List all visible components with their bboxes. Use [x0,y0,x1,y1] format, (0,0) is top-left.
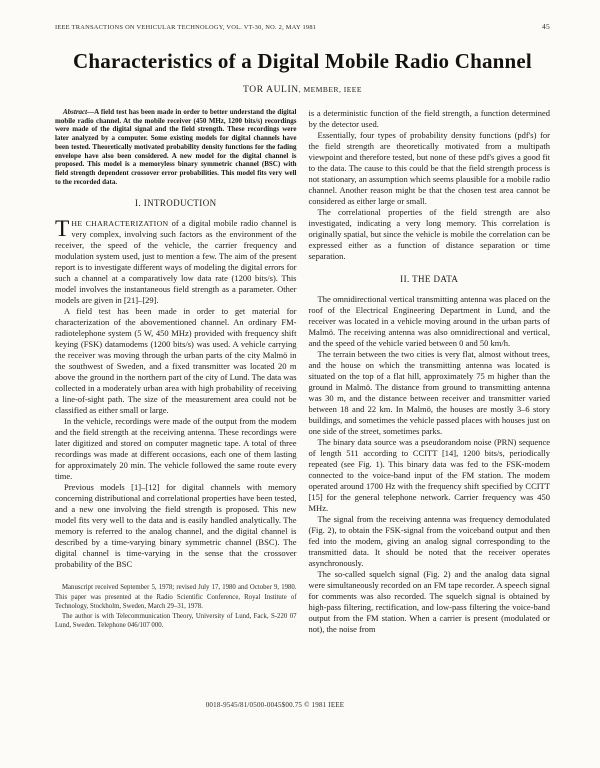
section-heading-the-data: II. THE DATA [400,274,459,284]
abstract-label: Abstract [63,108,88,116]
copyright-line: 0018-9545/81/0500-0045$00.75 © 1981 IEEE [205,701,345,709]
right-paragraph-2: Essentially, four types of probability density functions (pdf's) for the field strength are theoretically motivated from a multipath viewpoint and therefore tested, but none of these pdf's gives a good fit to the data. The cause to this could be that the field strength process is not stationary, an assumption which seems plausible for a mobile radio channel. Another reason might be that the chosen test area cannot be considered as either large or small. [308,130,550,206]
page-number: 45 [542,22,550,31]
author-line [55,85,550,95]
abstract-text: —A field test has been made in order to better understand the digital mobile radio channel. At the mobile receiver (450 MHz, 1200 bits/s) recordings were made of the digital signal and the field strength. These recordings were later analyzed by a computer. Some existing models for digital channels have been tested. Theoretically motivated probability density functions for the fading envelope have also been considered. A new model for the digital channel is proposed. This model is a memoryless binary symmetric channel (BSC) with field strength dependent crossover error probabilities. This model fits very well to the recorded data. [55,108,297,186]
running-head [55,22,550,31]
right-column [309,108,551,635]
right-paragraph-1: is a deterministic function of the field strength, a function determined by the detector used. [308,108,550,129]
running-head-journal-line: IEEE TRANSACTIONS ON VEHICULAR TECHNOLOGY, VOL. VT-30, NO. 2, MAY 1981 [55,24,317,31]
section-heading-introduction: I. INTRODUCTION [135,198,217,209]
data-paragraph-5: The so-called squelch signal (Fig. 2) and the analog data signal were simultaneously recorded on an FM tape recorder. A speech signal for comments was also recorded. The squelch signal is obtained by high-pass filtering, rectification, and low-pass filtering the voice-band output from the FM station. When a carrier is present (modulated or not), the noise from [308,569,550,634]
manuscript-footnote [55,583,297,630]
left-column [55,108,297,635]
drop-cap: T [55,216,70,243]
data-paragraph-2: The terrain between the two cities is very flat, almost without trees, and the house on which the transmitting antenna was located is situated on the top of a flat hill, approximately 75 m higher than the ground in Malmö. The distance from ground to transmitting antenna was 30 m, and the distance between receiver and transmitter varied between 18 and 22 km. In Malmö, the houses are mostly 3–6 story buildings, and sometimes the vehicle passed places with houses just on one side of the street, sometimes parks. [308,349,551,436]
abstract [55,108,297,186]
data-paragraph-4: The signal from the receiving antenna was frequency demodulated (Fig. 2), to obtain the FSK-signal from the voiceband output and then fed into the modem, giving an analog signal corresponding to the transmitted data. It should be noted that the receiver operates asynchronously. [308,514,550,568]
intro-paragraph-3: In the vehicle, recordings were made of the output from the modem and the field strength at the receiving antenna. These recordings were later digitized and stored on computer magnetic tape. A total of three recordings was made at different occasions, each one of them lasting for approximately 20 min. The vehicle followed the same route every time. [55,416,297,482]
intro-paragraph-2: A field test has been made in order to get material for characterization of the abovementioned channel. An ordinary FM-radiotelephone system (5 W, 450 MHz) provided with frequency shift keying (FSK) datamodems (1200 bits/s) was used. A vehicle carrying the receiver was moving through the urban parts of the city Malmö in the southwest of Sweden, and a fixed transmitter was located 20 m above the ground in the northern part of the city of Lund. The data was collected in a moderately urban area with high probability of receiving a line-of-sight path. The size of the measurement area could not be classified as either small or large. [55,306,297,416]
intro-paragraph-4: Previous models [1]–[12] for digital channels with memory concerning distributional and correlational properties have been tested, and a new one involving the field strength is proposed. This new model fits very well to the data and is easily handled analytically. The memory is referred to the analog channel, and the digital channel is described by a time-varying binary symmetric channel (BSC). The digital channel is time-varying in the sense that the crossover probability of the BSC [55,482,297,570]
data-paragraph-1: The omnidirectional vertical transmitting antenna was placed on the roof of the Electrical Engineering Department in Lund, and the receiver was located in a vehicle moving around in the urban parts of Malmö. The receiving antenna was also omnidirectional and vertical, and the speed of the vehicle varied between 0 and 50 km/h. [308,294,550,348]
footnote-received: Manuscript received September 5, 1978; revised July 17, 1980 and October 9, 1980. This paper was presented at the Radio Scientific Conference, Royal Institute of Technology, Stockholm, Sweden, March 29–31, 1978. [55,584,297,611]
data-paragraph-3: The binary data source was a pseudorandom noise (PRN) sequence of length 511 according to CCITT [14], 1200 bits/s, periodically repeated (see Fig. 1). This binary data was fed to the FSK-modem connected to the voice-band input of the FM station. The modem operated around 1700 Hz with the frequency shift specified by CCITT [15] for the general telephone network. Carrier frequency was 450 MHz. [308,437,550,513]
footnote-author-affiliation: The author is with Telecommunication Theory, University of Lund, Fack, S-220 07 Lund, Sweden. Telephone 046/107 000. [55,612,297,629]
author-membership: , MEMBER, IEEE [298,85,362,94]
paper-title: Characteristics of a Digital Mobile Radio Channel [73,49,532,73]
intro-paragraph-1 [55,218,297,306]
intro-paragraph-1-text: of a digital mobile radio channel is very complex, involving such factors as the environment of the receiver, the speed of the vehicle, the carrier frequency and modulation system used, just to mention a few. The aim of the present report is to investigate different ways of modeling the digital errors for such a channel at a comparatively low data rate (1200 bits/s). This model involves the instantaneous field strength as a parameter. Other models are given in [21]–[29]. [55,218,297,306]
right-paragraph-3: The correlational properties of the field strength are also investigated, indicating a very long memory. This correlation is originally spatial, but since the vehicle is mobile the correlation can be expressed either as a function of distance separation or time separation. [308,207,550,261]
intro-lead-caps: HE CHARACTERIZATION [71,219,169,229]
two-column-body [55,108,550,635]
author-name: TOR AULIN [243,85,299,95]
